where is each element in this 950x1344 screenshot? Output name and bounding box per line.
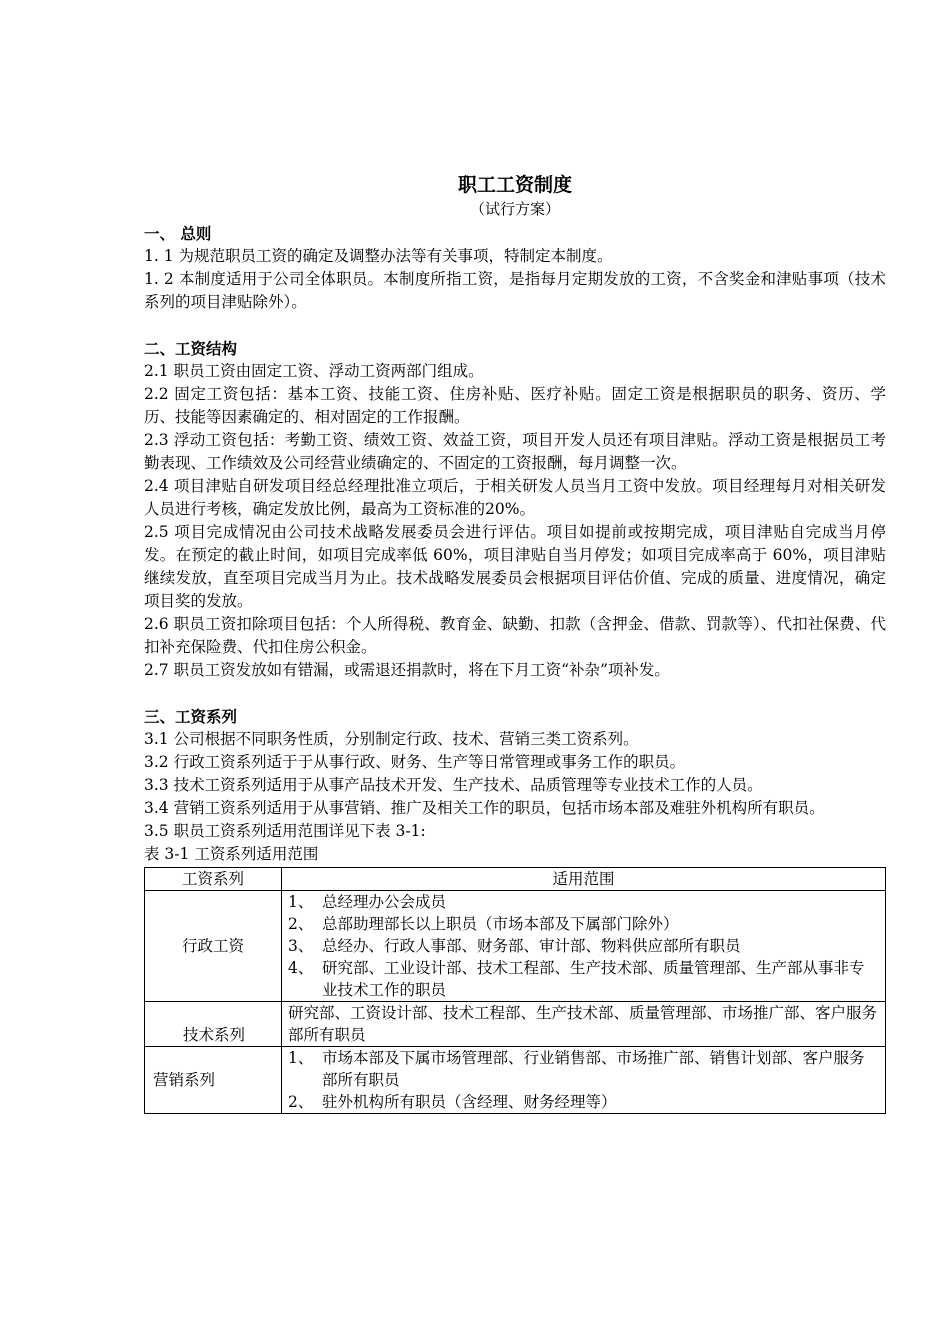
category-cell: 行政工资 (145, 891, 282, 1002)
paragraph-3-3: 3.3 技术工资系列适用于从事产品技术开发、生产技术、品质管理等专业技术工作的人员。 (144, 776, 763, 794)
table-row (145, 1047, 886, 1114)
item-number: 1、 (288, 1049, 314, 1067)
paragraph-2-5: 2.5 项目完成情况由公司技术战略发展委员会进行评估。项目如提前或按期完成，项目津贴自完成当月停发。在预定的截止时间，如项目完成率低 60%，项目津贴自当月停发；如项目完成率高于 60%，项目津贴继续发放，直至项目完成当月为止。技术战略发展委员会根据项目评估价值、完成的质量、进度情况，确定项目奖的发放。 (144, 523, 886, 610)
item-number: 4、 (288, 959, 314, 977)
scope-cell (282, 1047, 886, 1114)
paragraph-2-4: 2.4 项目津贴自研发项目经总经理批准立项后，于相关研发人员当月工资中发放。项目经理每月对相关研发人员进行考核，确定发放比例，最高为工资标准的20%。 (144, 477, 886, 518)
paragraph-2-1: 2.1 职员工资由固定工资、浮动工资两部门组成。 (144, 362, 484, 380)
table-caption: 表 3-1 工资系列适用范围 (144, 845, 319, 863)
section-heading-general: 一、 总则 (144, 224, 212, 243)
list-item (288, 891, 879, 913)
document-subtitle: （试行方案） (469, 200, 560, 218)
paragraph-1-1: 1. 1 为规范职员工资的确定及调整办法等有关事项，特制定本制度。 (144, 247, 613, 265)
list-item (288, 913, 879, 935)
paragraph-3-4: 3.4 营销工资系列适用于从事营销、推广及相关工作的职员，包括市场本部及难驻外机构所有职员。 (144, 799, 825, 817)
paragraph-2-7: 2.7 职员工资发放如有错漏，或需退还捐款时，将在下月工资“补杂”项补发。 (144, 661, 670, 679)
spacer (144, 682, 886, 705)
item-number: 2、 (288, 1093, 314, 1111)
item-number: 2、 (288, 915, 314, 933)
category-cell: 营销系列 (145, 1047, 282, 1114)
paragraph-2-6: 2.6 职员工资扣除项目包括：个人所得税、教育金、缺勤、扣款（含押金、借款、罚款等）、代扣社保费、代扣补充保险费、代扣住房公积金。 (144, 615, 886, 656)
item-text: 总部助理部长以上职员（市场本部及下属部门除外） (322, 915, 679, 933)
category-cell: 技术系列 (145, 1002, 282, 1047)
column-header-scope: 适用范围 (282, 868, 886, 891)
list-item (288, 957, 879, 1001)
list-item (288, 1091, 879, 1113)
paragraph-3-2: 3.2 行政工资系列适于于从事行政、财务、生产等日常管理或事务工作的职员。 (144, 753, 686, 771)
item-text: 总经理办公会成员 (322, 893, 447, 911)
table-row (145, 891, 886, 1002)
table-header-row (145, 868, 886, 891)
wage-series-table (144, 867, 886, 1114)
list-item (288, 935, 879, 957)
section-heading-structure: 二、工资结构 (144, 339, 238, 358)
item-text: 研究部、工业设计部、技术工程部、生产技术部、质量管理部、生产部从事非专业技术工作的职员 (322, 959, 865, 999)
item-text: 驻外机构所有职员（含经理、财务经理等） (322, 1093, 617, 1111)
paragraph-2-3: 2.3 浮动工资包括：考勤工资、绩效工资、效益工资，项目开发人员还有项目津贴。浮动工资是根据员工考勤表现、工作绩效及公司经营业绩确定的、不固定的工资报酬，每月调整一次。 (144, 431, 886, 472)
table-row (145, 1002, 886, 1047)
document-page (144, 172, 886, 1114)
paragraph-2-2: 2.2 固定工资包括：基本工资、技能工资、住房补贴、医疗补贴。固定工资是根据职员的职务、资历、学历、技能等因素确定的、相对固定的工作报酬。 (144, 385, 886, 426)
spacer (144, 314, 886, 337)
list-item (288, 1047, 879, 1091)
item-number: 1、 (288, 893, 314, 911)
paragraph-3-1: 3.1 公司根据不同职务性质，分别制定行政、技术、营销三类工资系列。 (144, 730, 639, 748)
item-text: 市场本部及下属市场管理部、行业销售部、市场推广部、销售计划部、客户服务部所有职员 (322, 1049, 865, 1089)
section-heading-series: 三、工资系列 (144, 707, 238, 726)
document-title: 职工工资制度 (457, 174, 572, 196)
item-number: 3、 (288, 937, 314, 955)
scope-cell (282, 891, 886, 1002)
item-text: 总经办、行政人事部、财务部、审计部、物料供应部所有职员 (322, 937, 741, 955)
paragraph-3-5: 3.5 职员工资系列适用范围详见下表 3-1: (144, 822, 426, 840)
scope-cell: 研究部、工资设计部、技术工程部、生产技术部、质量管理部、市场推广部、客户服务部所有职员 (282, 1002, 886, 1047)
paragraph-1-2: 1. 2 本制度适用于公司全体职员。本制度所指工资，是指每月定期发放的工资，不含奖金和津贴事项（技术系列的项目津贴除外）。 (144, 270, 886, 311)
column-header-series: 工资系列 (145, 868, 282, 891)
